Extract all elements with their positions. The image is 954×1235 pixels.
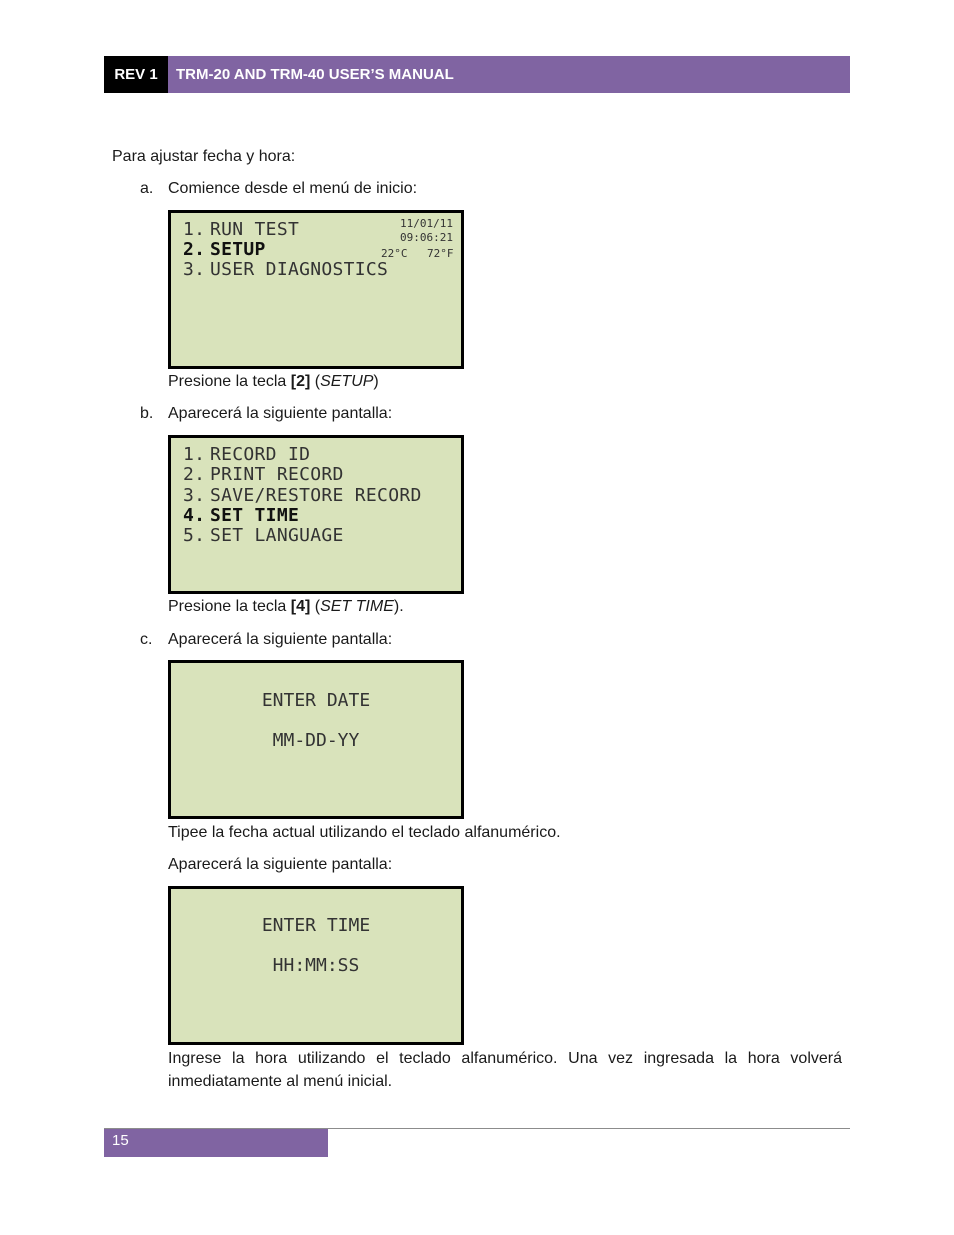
lcd-enter-time: [168, 886, 464, 1045]
lcd-time: 09:06:21: [400, 231, 453, 244]
key-2: [2]: [290, 373, 311, 390]
step-c-marker: c.: [140, 631, 153, 648]
lcd-date: 11/01/11: [400, 217, 453, 230]
manual-title: TRM-20 AND TRM-40 USER’S MANUAL: [176, 66, 454, 83]
enter-time-title: ENTER TIME: [261, 915, 371, 936]
step-a-marker: a.: [140, 180, 154, 197]
setup-line-3: 3. SAVE/RESTORE RECORD: [183, 485, 422, 506]
menu-line-3: 3. USER DIAGNOSTICS: [183, 259, 389, 280]
step-c-instruction: Tipee la fecha actual utilizando el teclado alfanumérico.: [168, 824, 561, 841]
revision-label: REV 1: [104, 56, 168, 93]
step-c-text: Aparecerá la siguiente pantalla:: [168, 631, 393, 648]
setup-line-5: 5. SET LANGUAGE: [183, 525, 344, 546]
step-a-instruction: Presione la tecla [2] (SETUP): [168, 373, 379, 390]
menu-line-2: 2. SETUP: [183, 239, 266, 260]
menu-line-1: 1. RUN TEST: [183, 219, 300, 240]
step-c-next: Aparecerá la siguiente pantalla:: [168, 856, 393, 873]
intro-text: Para ajustar fecha y hora:: [112, 148, 296, 165]
step-b-marker: b.: [140, 405, 154, 422]
setup-line-1: 1. RECORD ID: [183, 444, 311, 465]
enter-date-title: ENTER DATE: [261, 690, 371, 711]
lcd-start-menu: [168, 210, 464, 369]
lcd-temp-c: 22°C: [381, 247, 408, 260]
page-number: 15: [104, 1129, 328, 1157]
date-format: MM-DD-YY: [272, 730, 360, 751]
key-4: [4]: [290, 598, 311, 615]
step-b-text: Aparecerá la siguiente pantalla:: [168, 405, 393, 422]
lcd-setup-menu: [168, 435, 464, 594]
page-header: [104, 56, 850, 93]
lcd-enter-date: [168, 660, 464, 819]
setup-line-4: 4. SET TIME: [183, 505, 300, 526]
setup-line-2: 2. PRINT RECORD: [183, 464, 344, 485]
step-c-final: Ingrese la hora utilizando el teclado alfanumérico. Una vez ingresada la hora volverá inmediatamente al menú inicial.: [168, 1050, 842, 1090]
time-format: HH:MM:SS: [272, 955, 360, 976]
step-b-instruction: Presione la tecla [4] (SET TIME).: [168, 598, 404, 615]
step-a-text: Comience desde el menú de inicio:: [168, 180, 418, 197]
lcd-temp-f: 72°F: [427, 247, 454, 260]
